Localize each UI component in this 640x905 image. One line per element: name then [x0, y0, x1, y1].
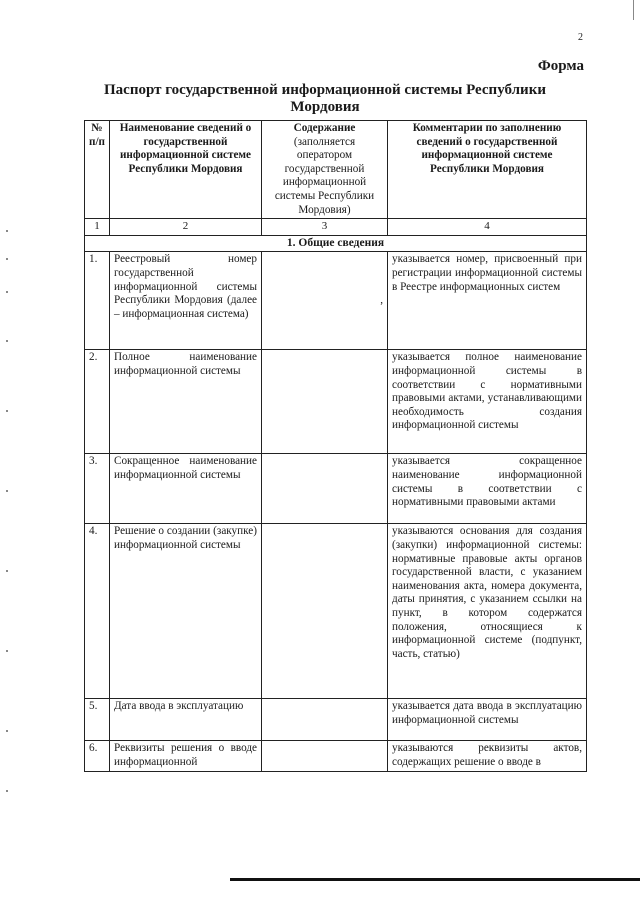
column-number: 3 — [262, 219, 388, 236]
header-content-title: Содержание — [293, 122, 356, 134]
column-number: 2 — [110, 219, 262, 236]
row-number: 3. — [85, 454, 110, 524]
scan-edge-marks — [6, 230, 10, 830]
row-number: 2. — [85, 350, 110, 454]
row-number: 6. — [85, 741, 110, 771]
row-content — [262, 741, 388, 771]
column-number-row — [85, 219, 587, 236]
row-comment: указывается дата ввода в эксплуатацию информационной системы — [388, 699, 587, 741]
passport-table — [84, 120, 587, 772]
table-row — [85, 252, 587, 350]
document-title: Паспорт государственной информационной системы Республики Мордовия — [104, 82, 546, 115]
row-number: 1. — [85, 252, 110, 350]
column-number: 4 — [388, 219, 587, 236]
row-comment: указывается сокращенное наименование информационной системы в соответствии с нормативными правовыми актами — [388, 454, 587, 524]
row-content — [262, 524, 388, 699]
row-name: Реквизиты решения о вводе информационной — [110, 741, 262, 771]
table-row — [85, 524, 587, 699]
row-comment: указывается полное наименование информационной системы в соответствии с нормативными правовыми актами, устанавливающими необходимость создания информационной системы — [388, 350, 587, 454]
header-content-subtitle: (заполняется оператором государственной информационной системы Республики Мордовия) — [274, 135, 375, 216]
header-num: № п/п — [85, 121, 110, 219]
row-comment: указывается номер, присвоенный при регистрации информационной системы в Реестре информационных систем — [388, 252, 587, 350]
row-content — [262, 454, 388, 524]
page-number: 2 — [578, 32, 583, 43]
form-label: Форма — [537, 58, 584, 74]
section-title: 1. Общие сведения — [85, 235, 587, 252]
table-row — [85, 741, 587, 771]
row-content — [262, 699, 388, 741]
row-name: Сокращенное наименование информационной системы — [110, 454, 262, 524]
row-name: Реестровый номер государственной информационной системы Республики Мордовия (далее – информационная система) — [110, 252, 262, 350]
scan-edge-line — [633, 0, 634, 20]
header-comments: Комментарии по заполнению сведений о государственной информационной системе Республики Мордовия — [388, 121, 587, 219]
table-header-row — [85, 121, 587, 219]
header-name: Наименование сведений о государственной информационной системе Республики Мордовия — [110, 121, 262, 219]
column-number: 1 — [85, 219, 110, 236]
row-number: 4. — [85, 524, 110, 699]
table-row — [85, 454, 587, 524]
section-header-row — [85, 235, 587, 252]
row-comment: указываются реквизиты актов, содержащих решение о вводе в — [388, 741, 587, 771]
table-row — [85, 699, 587, 741]
row-content: , — [262, 252, 388, 350]
row-content — [262, 350, 388, 454]
row-name: Полное наименование информационной системы — [110, 350, 262, 454]
row-name: Решение о создании (закупке) информационной системы — [110, 524, 262, 699]
header-content — [262, 121, 388, 219]
row-comment: указываются основания для создания (закупки) информационной системы: нормативные правовые акты органов государственной власти, с указанием наименования акта, номера документа, даты принятия, с указанием ссылки на пункт, в котором содержатся положения, относящиеся к информационной системе (подпункт, часть, статью) — [388, 524, 587, 699]
row-number: 5. — [85, 699, 110, 741]
table-row — [85, 350, 587, 454]
row-name: Дата ввода в эксплуатацию — [110, 699, 262, 741]
bottom-edge-line — [230, 878, 640, 881]
